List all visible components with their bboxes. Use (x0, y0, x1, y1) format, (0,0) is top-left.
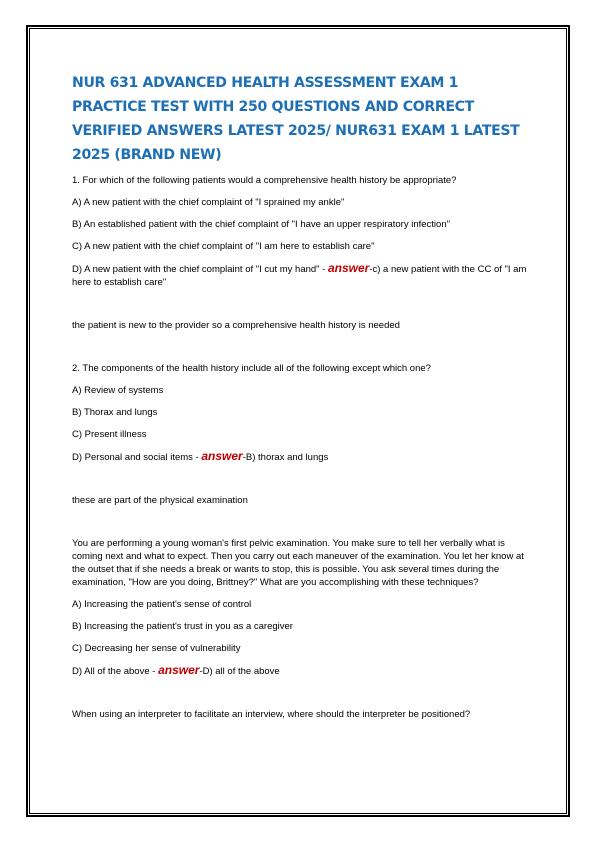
q2-option-d (72, 450, 532, 464)
q3-option-a: A) Increasing the patient's sense of control (72, 599, 252, 610)
question-1: 1. For which of the following patients would a comprehensive health history be appropriate? (72, 175, 457, 186)
question-2: 2. The components of the health history include all of the following except which one? (72, 363, 431, 374)
q2-rationale: these are part of the physical examination (72, 495, 248, 506)
q3-option-b: B) Increasing the patient's trust in you as a caregiver (72, 621, 293, 632)
document-body (72, 71, 532, 721)
q2-option-a: A) Review of systems (72, 385, 164, 396)
q1-option-c: C) A new patient with the chief complaint of "I am here to establish care" (72, 241, 375, 252)
document-title: NUR 631 ADVANCED HEALTH ASSESSMENT EXAM 1 PRACTICE TEST WITH 250 QUESTIONS AND CORRECT VERIFIED ANSWERS LATEST 2025/ NUR631 EXAM 1 LATEST 2025 (BRAND NEW) (72, 75, 520, 163)
answer-marker: answer (201, 449, 243, 463)
q1-option-b: B) An established patient with the chief complaint of "I have an upper respiratory infection" (72, 219, 450, 230)
q3-option-d (72, 664, 532, 678)
q2-option-d-text: D) Personal and social items - (72, 452, 202, 463)
q1-option-a: A) A new patient with the chief complaint of "I sprained my ankle" (72, 197, 345, 208)
question-3: You are performing a young woman's first pelvic examination. You make sure to tell her verbally what is coming next and what to expect. Then you carry out each maneuver of the examination. You let her know at the outset that if she needs a break or wants to stop, this is possible. You ask several times during the examination, "How are you doing, Brittney?" What are you accomplishing with these techniques? (72, 538, 524, 588)
question-4: When using an interpreter to facilitate an interview, where should the interpreter be positioned? (72, 709, 471, 720)
q3-option-d-text: D) All of the above - (72, 666, 159, 677)
q1-answer-text: -c) a new patient with the CC of "I am here to establish care" (72, 264, 527, 288)
q1-option-d-text: D) A new patient with the chief complaint of "I cut my hand" - (72, 264, 328, 275)
q2-option-b: B) Thorax and lungs (72, 407, 158, 418)
q1-rationale: the patient is new to the provider so a comprehensive health history is needed (72, 320, 400, 331)
q1-option-d (72, 262, 532, 289)
q2-option-c: C) Present illness (72, 429, 147, 440)
answer-marker: answer (158, 663, 200, 677)
q2-answer-text: -B) thorax and lungs (242, 452, 329, 463)
q3-answer-text: -D) all of the above (199, 666, 280, 677)
answer-marker: answer (327, 261, 370, 275)
q3-option-c: C) Decreasing her sense of vulnerability (72, 643, 241, 654)
